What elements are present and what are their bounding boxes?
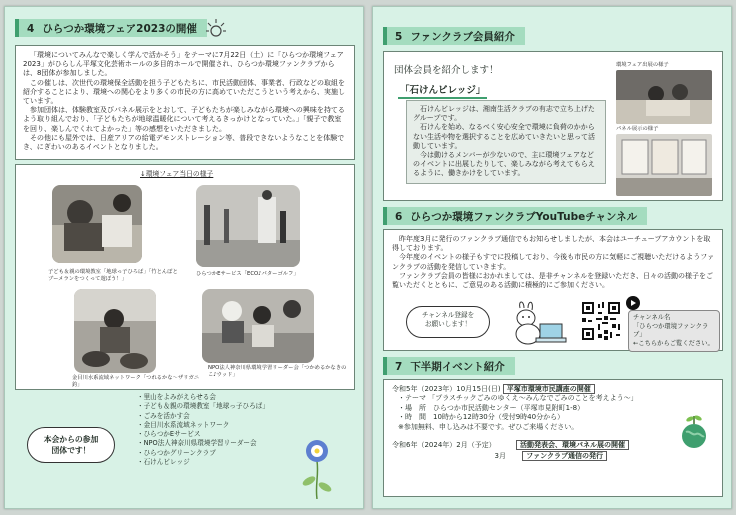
group-description	[406, 100, 606, 184]
play-button-icon[interactable]	[626, 296, 640, 310]
list-item: ・里山をよみがえらせる会	[137, 393, 216, 401]
photo-eco-putter-golf	[196, 185, 300, 267]
bubble-text: 本会からの参加団体です！	[43, 435, 99, 455]
section-7-header	[383, 357, 515, 375]
flower-illustration-icon	[297, 437, 337, 499]
event-name: 活動発表会、環境パネル展の開催	[516, 440, 629, 450]
section-title: ひらつか環境ファンクラブYouTubeチャンネル	[410, 211, 638, 223]
paragraph: 石けんを始め、なるべく安心安全で環境に負荷のかからない生活や物を選択することを広めていきたいと思って活動しています。	[413, 123, 595, 150]
event-note: ※参加無料、申し込みは不要です。ぜひご来場ください。	[398, 422, 579, 431]
section-title: 下半期イベント紹介	[410, 361, 505, 373]
event-3	[392, 452, 714, 461]
list-item: ・ごみを活かす会	[137, 411, 190, 420]
member-intro-heading: 団体会員を紹介します！	[394, 65, 499, 76]
photos-heading: ↓環境フェア当日の様子	[140, 170, 214, 178]
list-item: ・ひらつかEサービス	[137, 430, 201, 439]
section-6-header	[383, 207, 647, 225]
photo-caption: 環境フェア出展の様子	[616, 62, 669, 68]
channel-label: チャンネル名	[633, 314, 671, 321]
section-number: 6	[395, 211, 403, 223]
youtube-panel	[383, 229, 723, 351]
section-number: 7	[395, 361, 403, 373]
section-5-header	[383, 27, 525, 45]
section-4-header	[15, 19, 207, 37]
paragraph: この催しは、次世代の環境保全活動を担う子どもたちに、市民活動団体、事業者、行政などの取組を紹介することにより、環境への関心をより多くの市民の方に高めていただこうという考えから、実施しています。	[23, 78, 345, 106]
paragraph: 今は動けるメンバーが少ないので、主に環境フェアなどのイベントに出展したりして、楽しみながら考えてもらえるように、働きかけをしています。	[413, 151, 595, 178]
list-item: ・NPO法人神奈川県環境学習リーダー会	[137, 439, 257, 448]
list-item: ・石けんビレッジ	[137, 458, 190, 467]
event-name: ファンクラブ通信の発行	[522, 451, 607, 461]
paragraph: その他にも屋外では、日産アリアの給電デモンストレーション等、普段できないようなことを体験でき、にぎわいのあるイベントとなりました。	[23, 133, 345, 152]
list-item: ・ひらつかグリーンクラブ	[137, 448, 216, 457]
photo-fair-booth	[616, 70, 712, 124]
event-date: 3月	[494, 452, 506, 461]
photo-wood-activity	[202, 289, 314, 363]
fair-description	[15, 45, 355, 160]
paragraph: 石けんビレッジは、湘南生活クラブの有志で立ち上げたグループです。	[413, 105, 595, 123]
channel-info-box[interactable]	[628, 310, 720, 352]
list-item: ・金目川水系流域ネットワーク	[137, 420, 230, 429]
paragraph: ファンクラブ会員の皆様におかれましては、是非チャンネルを登録いただき、日々の活動の様子をご覧いただくとともに、ご意見のある活動に積極的にご参加ください。	[392, 271, 714, 290]
paragraph: 参加団体は、体験教室及びパネル展示をとおして、子どもたちが楽しみながら環境への興味を持てるよう取り組んでおり、「子どもたちが地球温暖化について考えるきっかけとなっていた。」「親子で教室を回り、楽しんでくれてよかった」等の感想をいただきました。	[23, 106, 345, 133]
event-1-header	[392, 385, 714, 394]
member-intro-panel	[383, 51, 723, 201]
photo-caption: パネル展示の様子	[616, 126, 659, 132]
photo-caption: 子ども＆親の環境教室「地球っ子ひろば」「竹とんぼとブーメランをつくって遊ぼう！」	[48, 269, 178, 282]
list-item: ・子ども＆親の環境教室「地球っ子ひろば」	[137, 402, 269, 411]
rabbit-laptop-icon	[506, 300, 570, 346]
section-title: ファンクラブ会員紹介	[410, 31, 515, 43]
section-number: 5	[395, 31, 403, 43]
section-number: 4	[27, 23, 35, 35]
event-time: ・時 間 10時から12時30分（受付9時40分から）	[398, 413, 565, 422]
right-page	[372, 6, 732, 509]
photo-caption: 金目川水系流域ネットワーク「つれるかな～ザリガニ釣」	[72, 375, 200, 388]
youtube-description	[392, 235, 716, 290]
photo-caption: NPO法人神奈川県環境学習リーダー会「つかめるかなきのこ♪ウッド」	[208, 365, 347, 378]
qr-code-icon[interactable]	[580, 300, 622, 342]
sun-icon	[203, 17, 229, 41]
participants-bubble	[27, 427, 115, 463]
photo-panel	[15, 164, 355, 390]
paragraph: 昨年度3月に発行のファンクラブ通信でもお知らせしましたが、本会はユーチューブアカウントを取得しております。	[392, 235, 711, 253]
left-page	[4, 6, 364, 509]
events-panel	[383, 379, 723, 497]
section-title: ひらつか環境フェア2023の開催	[42, 23, 197, 35]
event-name: 平塚市環境市民講座の開催	[503, 384, 595, 394]
photo-bamboo-craft	[52, 185, 142, 263]
event-theme: ・テーマ 「プラスチックごみのゆくえ～みんなでごみのことを考えよう～」	[398, 394, 638, 403]
paragraph: 「環境についてみんなで楽しく学んで活かそう」をテーマに7月22日（土）に「ひらつか環境フェア2023」がひらしん平塚文化芸術ホールの多目的ホールで開催され、ひらつか環境ファンクラブからは、8団体が参加しました。	[23, 51, 344, 78]
photo-caption: ひらつかEサービス「ECO♪パターゴルフ」	[196, 271, 299, 277]
event-2	[392, 441, 714, 450]
paragraph: 今年度のイベントの様子もすでに投稿しており、今後も市民の方に気軽にご視聴いただけるようファンクラブの活動を発信していきます。	[392, 253, 715, 271]
photo-crayfish-fishing	[74, 289, 156, 373]
subscribe-bubble	[406, 306, 490, 338]
channel-link[interactable]: ←こちらからご覧ください。	[633, 339, 714, 347]
bubble-text: チャンネル登録をお願いします！	[421, 311, 475, 328]
photo-panel-display	[616, 134, 712, 196]
event-date: 令和5年（2023年）10月15日(日)	[392, 385, 501, 393]
earth-plant-icon	[676, 414, 712, 450]
event-place: ・場 所 ひらつか市民活動センター（平塚市見附町1-8）	[398, 403, 585, 412]
group-name: 「石けんビレッジ」	[398, 82, 487, 99]
channel-name: 「ひらつか環境ファンクラブ」	[633, 322, 709, 338]
event-date: 令和6年（2024年）2月（予定）	[392, 441, 496, 450]
